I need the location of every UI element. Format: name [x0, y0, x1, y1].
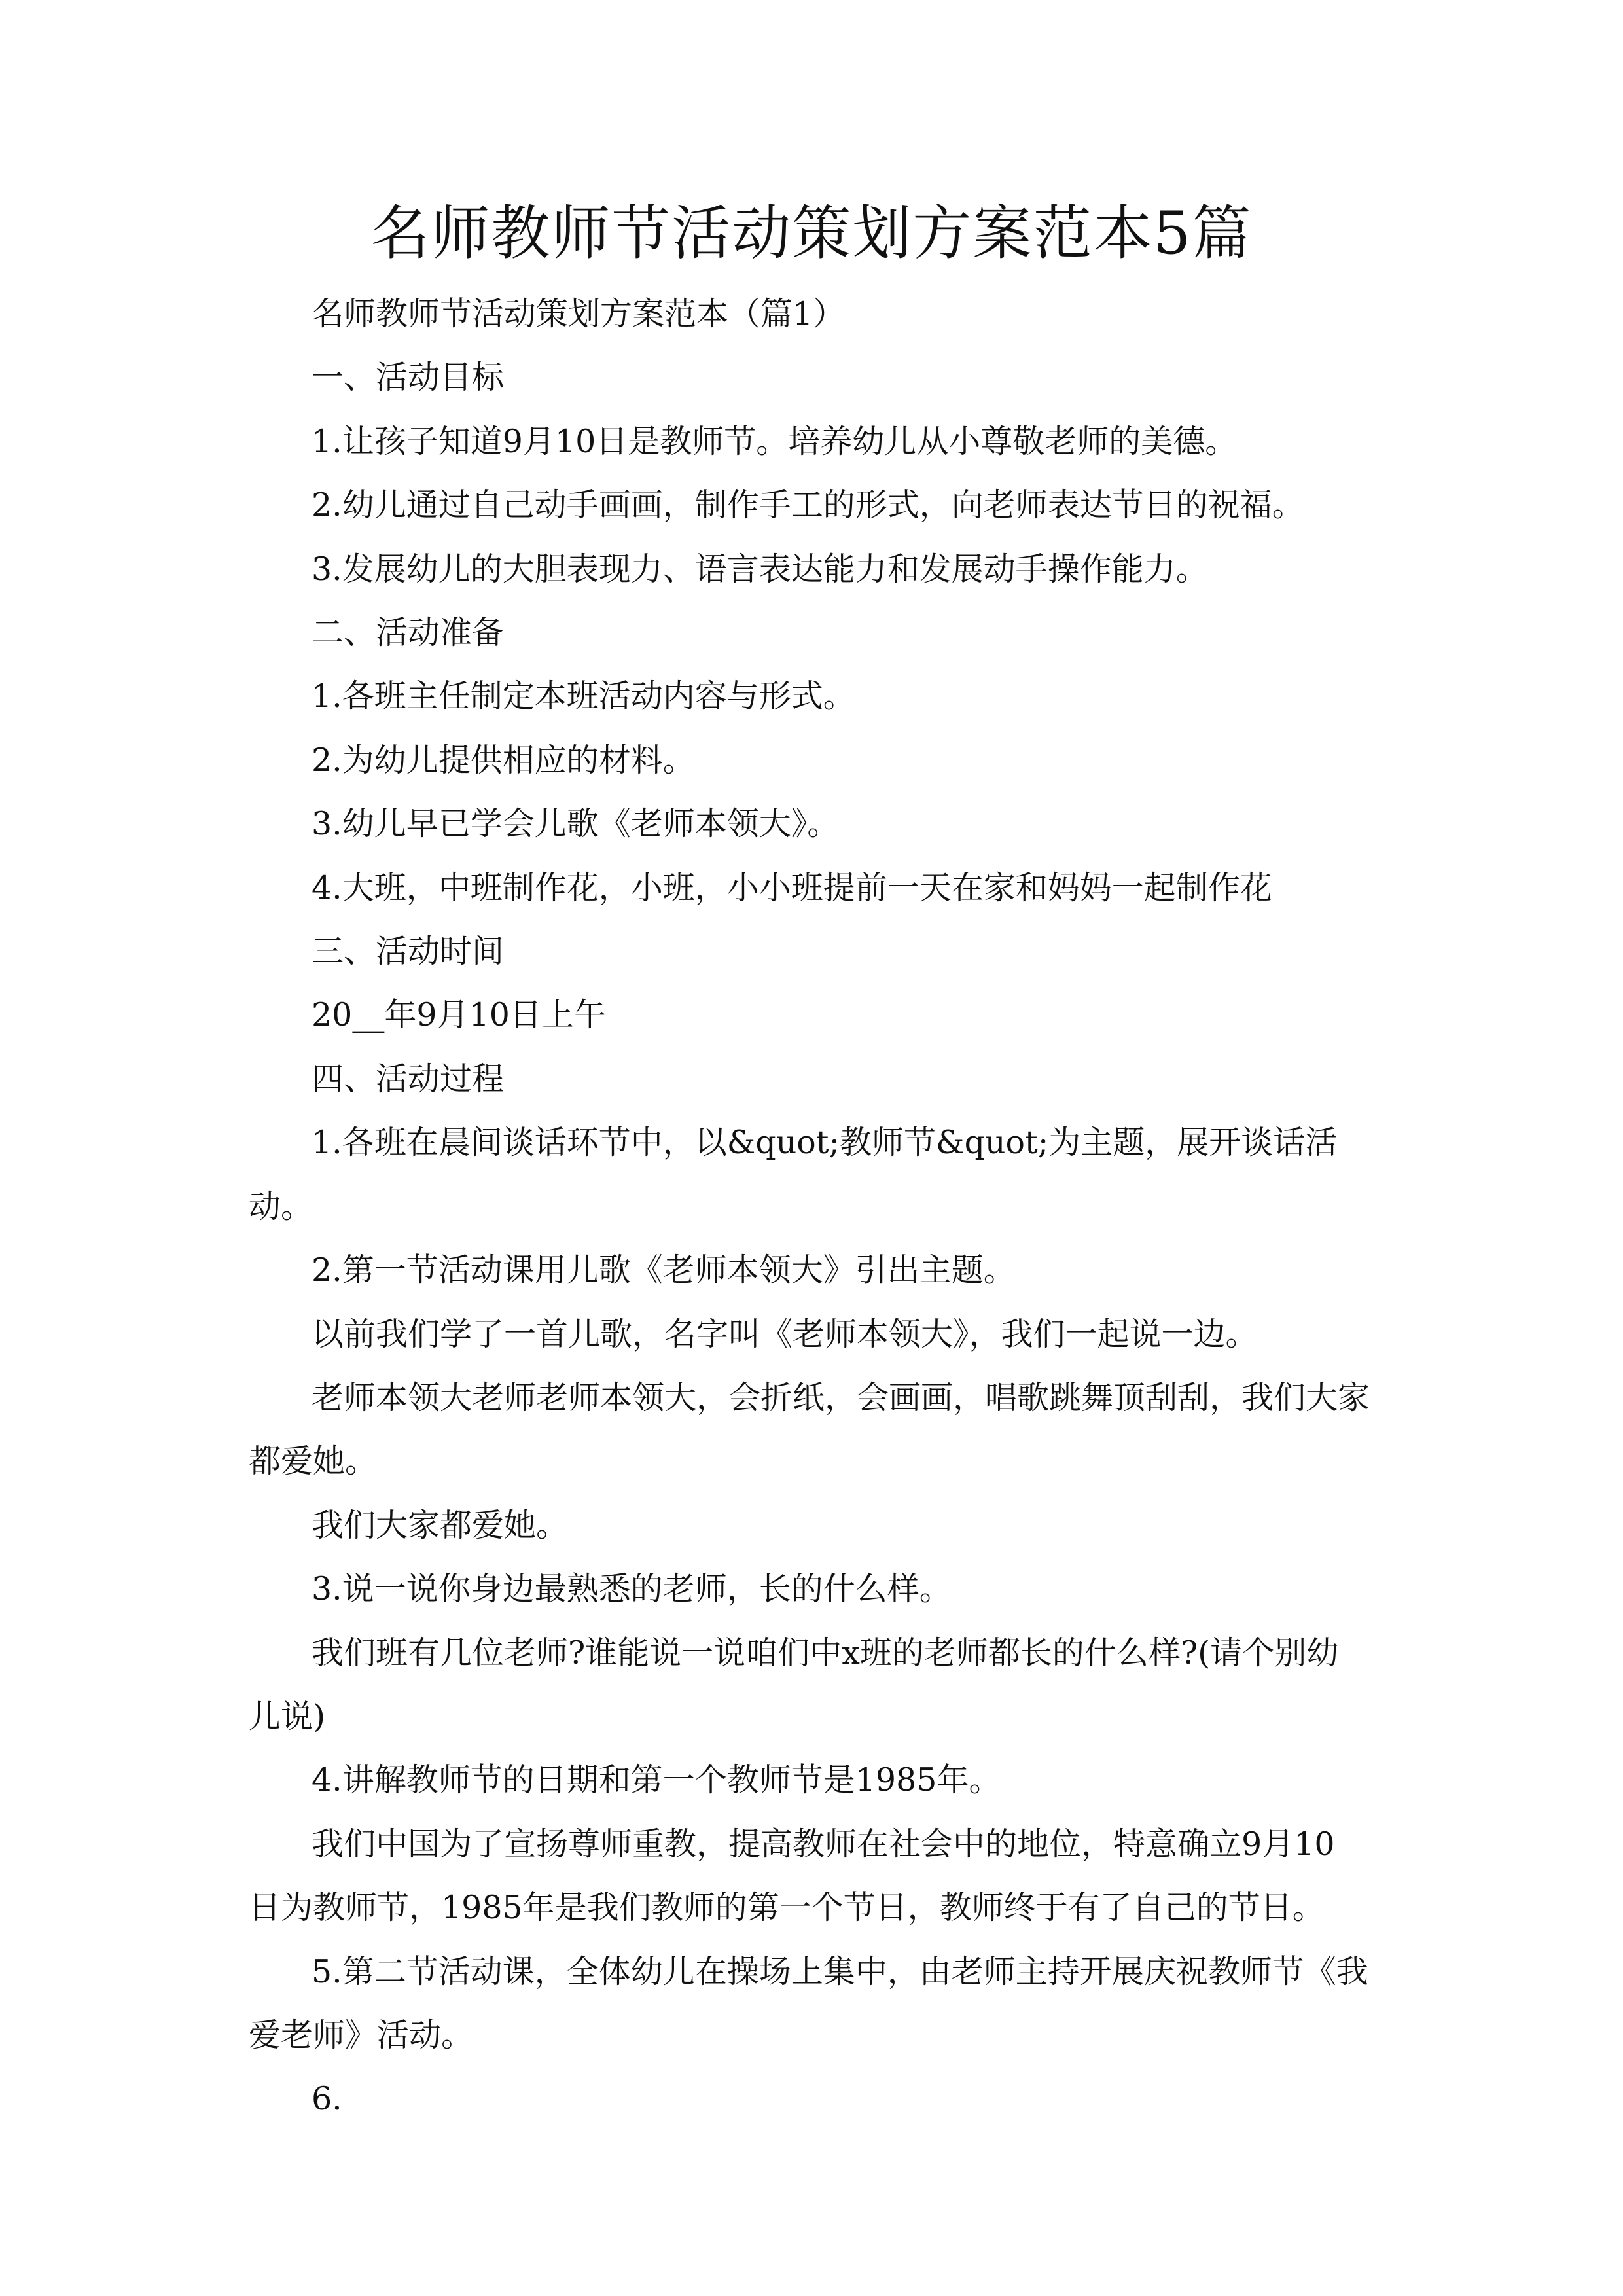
paragraph: 1.各班在晨间谈话环节中，以&quot;教师节&quot;为主题，展开谈话活动。 — [249, 1124, 1338, 1225]
paragraph: 2.第一节活动课用儿歌《老师本领大》引出主题。 — [312, 1251, 1016, 1289]
paragraph: 3.发展幼儿的大胆表现力、语言表达能力和发展动手操作能力。 — [312, 550, 1208, 588]
paragraph: 1.让孩子知道9月10日是教师节。培养幼儿从小尊敬老师的美德。 — [312, 422, 1238, 460]
paragraph: 以前我们学了一首儿歌，名字叫《老师本领大》，我们一起说一边。 — [312, 1315, 1258, 1353]
paragraph: 3.幼儿早已学会儿歌《老师本领大》。 — [312, 805, 840, 843]
paragraph: 6. — [312, 2080, 342, 2118]
paragraph: 我们中国为了宣扬尊师重教，提高教师在社会中的地位，特意确立9月10 日为教师节，1985年是我们教师的第一个节日，教师终于有了自己的节日。 — [249, 1825, 1335, 1927]
paragraph: 老师本领大老师老师本领大，会折纸，会画画，唱歌跳舞顶刮刮，我们大家 都爱她。 — [249, 1378, 1370, 1480]
paragraph: 二、活动准备 — [312, 614, 505, 652]
paragraph: 我们班有几位老师?谁能说一说咱们中x班的老师都长的什么样?(请个别幼 儿说) — [249, 1634, 1339, 1735]
paragraph: 四、活动过程 — [312, 1060, 505, 1098]
paragraph: 4.大班，中班制作花，小班，小小班提前一天在家和妈妈一起制作花 — [312, 869, 1272, 906]
paragraph: 2.为幼儿提供相应的材料。 — [312, 741, 695, 779]
paragraph: 1.各班主任制定本班活动内容与形式。 — [312, 677, 855, 715]
document-title: 名师教师节活动策划方案范本5篇 — [370, 199, 1253, 268]
paragraph: 4.讲解教师节的日期和第一个教师节是1985年。 — [312, 1761, 1001, 1799]
paragraph: 20__年9月10日上午 — [312, 996, 606, 1034]
paragraph: 一、活动目标 — [312, 359, 505, 397]
paragraph: 5.第二节活动课，全体幼儿在操场上集中，由老师主持开展庆祝教师节《我 爱老师》活动。 — [249, 1952, 1368, 2054]
paragraph: 三、活动时间 — [312, 933, 505, 971]
paragraph: 我们大家都爱她。 — [312, 1506, 569, 1544]
paragraph: 3.说一说你身边最熟悉的老师，长的什么样。 — [312, 1570, 952, 1608]
paragraph: 2.幼儿通过自己动手画画，制作手工的形式，向老师表达节日的祝福。 — [312, 486, 1304, 524]
paragraph: 名师教师节活动策划方案范本（篇1） — [312, 295, 846, 332]
document-body — [249, 282, 1400, 2131]
